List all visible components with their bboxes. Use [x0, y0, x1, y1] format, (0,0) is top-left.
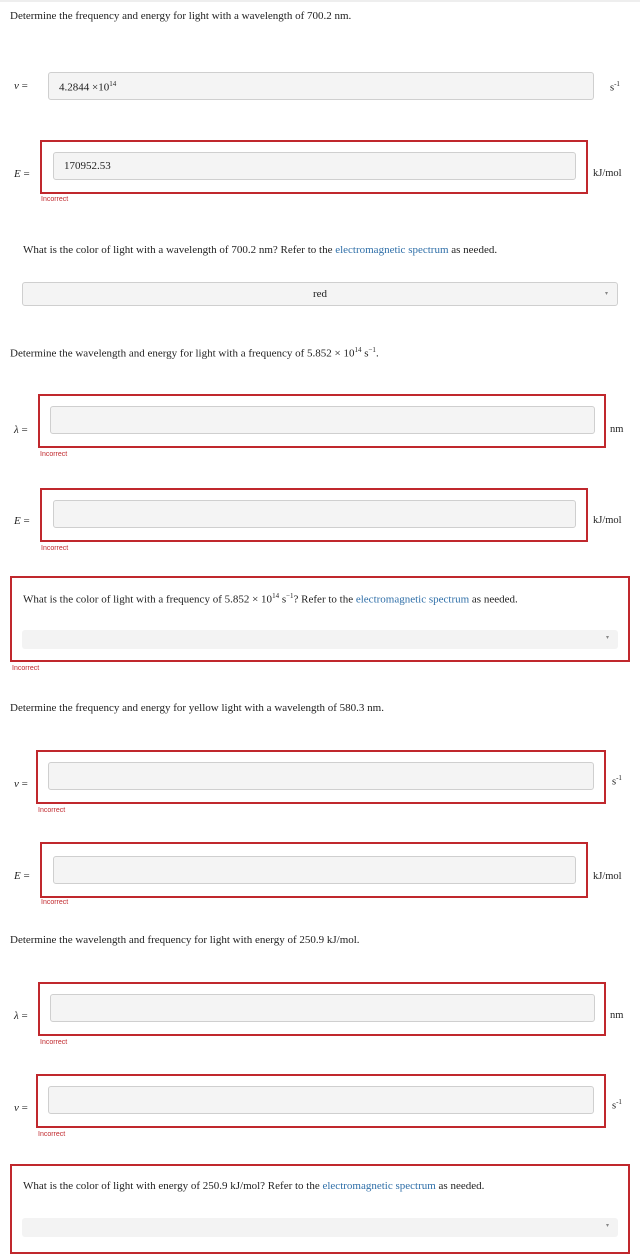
chevron-down-icon: ▾ [605, 634, 609, 641]
q2-wavelength-unit: nm [610, 424, 624, 435]
energy-label: E = [14, 168, 30, 180]
q1-frequency-unit: $s^{-1}$ [610, 80, 620, 94]
q4-wavelength-input[interactable] [50, 994, 595, 1022]
q3-frequency-unit: $s^{-1}$ [612, 774, 622, 788]
q4-wavelength-feedback: Incorrect [40, 1039, 68, 1046]
q3-energy-input[interactable] [53, 856, 576, 884]
nu-label: ν = [14, 1102, 28, 1114]
lambda-label: λ = [14, 1010, 28, 1022]
q4-wavelength-unit: nm [610, 1010, 624, 1021]
lambda-label: λ = [14, 424, 28, 436]
q1-energy-input[interactable]: 170952.53 [53, 152, 576, 180]
nu-label: ν = [14, 778, 28, 790]
color-2-select[interactable] [22, 630, 618, 649]
color-2-prompt: What is the color of light with a frequency of $5.852 \times 10^{14}$ $s^{-1}$? Refer to the electromagnetic spectrum as needed. [23, 592, 518, 606]
top-divider [0, 0, 640, 2]
color-2-error-frame [10, 576, 630, 662]
color-3-error-frame [10, 1164, 630, 1254]
question-1-prompt: Determine the frequency and energy for light with a wavelength of 700.2 nm. [10, 10, 352, 22]
q1-frequency-input[interactable]: $4.2844 \times 10^{14}$ [48, 72, 594, 100]
color-1-prompt: What is the color of light with a wavelength of 700.2 nm? Refer to the electromagnetic spectrum as needed. [23, 244, 498, 256]
q2-energy-feedback: Incorrect [41, 545, 69, 552]
em-spectrum-link[interactable]: electromagnetic spectrum [335, 244, 449, 256]
q2-energy-unit: kJ/mol [593, 515, 622, 526]
q1-energy-unit: kJ/mol [593, 168, 622, 179]
question-2-prompt: Determine the wavelength and energy for light with a frequency of $5.852 \times 10^{14}$ $s^{-1}$. [10, 346, 379, 360]
energy-label: E = [14, 870, 30, 882]
color-3-prompt: What is the color of light with energy of 250.9 kJ/mol? Refer to the electromagnetic spectrum as needed. [23, 1180, 485, 1192]
color-3-select[interactable] [22, 1218, 618, 1237]
em-spectrum-link[interactable]: electromagnetic spectrum [355, 593, 470, 606]
q2-wavelength-input[interactable] [50, 406, 595, 434]
chevron-down-icon: ▾ [604, 290, 608, 297]
q4-frequency-input[interactable] [48, 1086, 594, 1114]
q4-frequency-unit: $s^{-1}$ [612, 1098, 622, 1112]
nu-label: ν = [14, 80, 28, 92]
q2-wavelength-feedback: Incorrect [40, 451, 68, 458]
q3-frequency-feedback: Incorrect [38, 807, 66, 814]
color-2-feedback: Incorrect [12, 665, 40, 672]
chevron-down-icon: ▾ [605, 1222, 609, 1229]
q1-energy-feedback: Incorrect [41, 196, 69, 203]
energy-label: E = [14, 515, 30, 527]
q2-energy-input[interactable] [53, 500, 576, 528]
q3-frequency-input[interactable] [48, 762, 594, 790]
q3-energy-unit: kJ/mol [593, 871, 622, 882]
q3-energy-feedback: Incorrect [41, 899, 69, 906]
question-4-prompt: Determine the wavelength and frequency for light with energy of 250.9 kJ/mol. [10, 934, 360, 946]
question-3-prompt: Determine the frequency and energy for yellow light with a wavelength of 580.3 nm. [10, 702, 384, 714]
em-spectrum-link[interactable]: electromagnetic spectrum [322, 1180, 436, 1192]
color-1-select[interactable]: red ▾ [22, 282, 618, 306]
q4-frequency-feedback: Incorrect [38, 1131, 66, 1138]
